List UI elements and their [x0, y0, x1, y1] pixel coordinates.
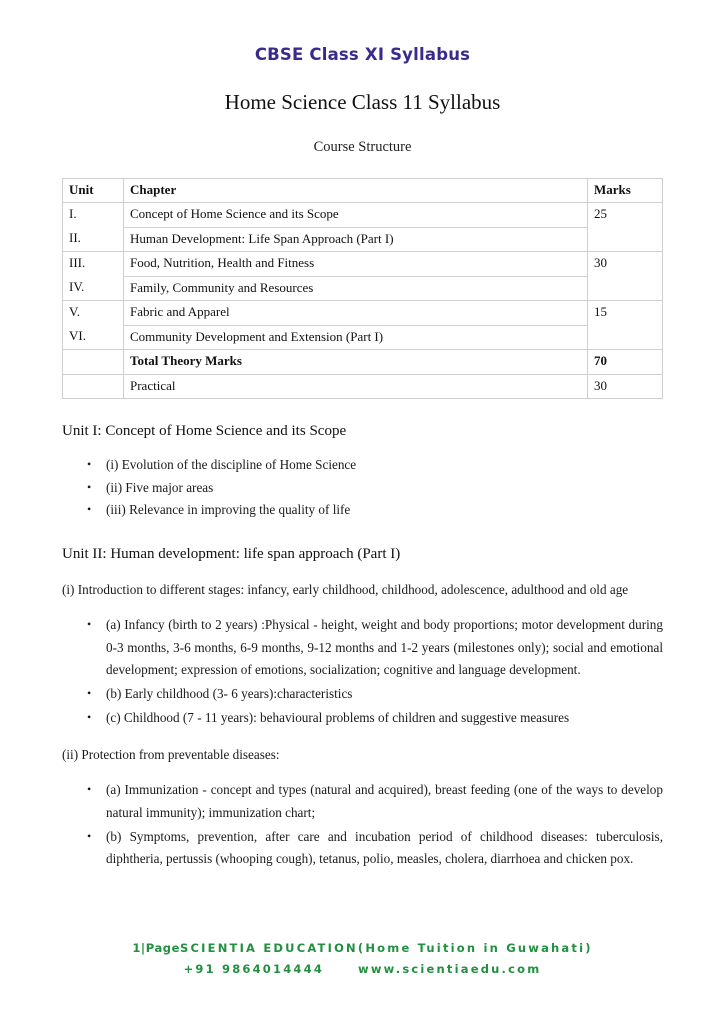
column-header-unit: Unit	[63, 179, 124, 203]
table-body	[63, 203, 663, 399]
footer-page-label: 1|Page	[132, 941, 181, 955]
table-row	[63, 227, 663, 251]
cell-chapter: Family, Community and Resources	[124, 276, 588, 300]
table-header	[63, 179, 663, 203]
list-item: • (a) Immunization - concept and types (natural and acquired), breast feeding (one of the ways to develop natural immunity); immunization chart;	[62, 779, 663, 824]
cell-unit	[63, 374, 124, 398]
cell-unit: II.	[63, 227, 124, 251]
document-heading: Home Science Class 11 Syllabus	[224, 90, 501, 114]
document-subheading: Course Structure	[313, 139, 412, 155]
footer-tagline: (Home Tuition in Guwahati)	[357, 941, 593, 955]
footer-org-name: SCIENTIA EDUCATION	[180, 941, 358, 955]
table-header-row	[63, 179, 663, 203]
unit-1-heading: Unit I: Concept of Home Science and its Scope	[62, 423, 347, 440]
cell-unit: III.	[63, 252, 124, 276]
unit-2-bullet-list-ii	[62, 767, 663, 871]
unit-2-heading: Unit II: Human development: life span approach (Part I)	[62, 546, 401, 563]
cell-marks: 30	[588, 252, 663, 301]
list-item: • (iii) Relevance in improving the quality of life	[62, 499, 663, 522]
footer-line-primary	[0, 941, 725, 955]
cell-unit: I.	[63, 203, 124, 227]
list-item: • (ii) Five major areas	[62, 477, 663, 500]
cell-unit	[63, 350, 124, 374]
table-row	[63, 301, 663, 325]
cell-marks: 30	[588, 374, 663, 398]
cell-chapter: Practical	[124, 374, 588, 398]
table-row	[63, 203, 663, 227]
course-structure-table-wrapper	[62, 178, 663, 399]
unit-2-paragraph-ii: (ii) Protection from preventable diseases:	[62, 747, 280, 763]
footer-phone: +91 9864014444	[183, 962, 325, 976]
table-row	[63, 350, 663, 374]
unit-2-paragraph-i: (i) Introduction to different stages: infancy, early childhood, childhood, adolescence, adulthood and old age	[62, 582, 629, 598]
table-row	[63, 276, 663, 300]
list-item: • (b) Symptoms, prevention, after care and incubation period of childhood diseases: tuberculosis, diphtheria, pertussis (whooping cough), tetanus, polio, measles, cholera, diarrhoea and chicken pox.	[62, 826, 663, 871]
table-row	[63, 252, 663, 276]
column-header-marks: Marks	[588, 179, 663, 203]
cell-marks: 70	[588, 350, 663, 374]
list-item: • (c) Childhood (7 - 11 years): behavioural problems of children and suggestive measures	[62, 707, 663, 730]
footer-line-secondary	[0, 955, 725, 976]
cell-unit: VI.	[63, 325, 124, 349]
column-header-chapter: Chapter	[124, 179, 588, 203]
list-item: • (a) Infancy (birth to 2 years) :Physical - height, weight and body proportions; motor development during 0-3 months, 3-6 months, 6-9 months, 9-12 months and 1-2 years (milestones only); social and emotional development; expression of emotions, socialization; cognitive and language development.	[62, 614, 663, 682]
cell-chapter: Human Development: Life Span Approach (Part I)	[124, 227, 588, 251]
cell-unit: IV.	[63, 276, 124, 300]
table-row	[63, 374, 663, 398]
cell-chapter: Total Theory Marks	[124, 350, 588, 374]
unit-1-bullet-list	[62, 442, 663, 522]
course-structure-table	[62, 178, 663, 399]
table-row	[63, 325, 663, 349]
cell-unit: V.	[63, 301, 124, 325]
cell-chapter: Food, Nutrition, Health and Fitness	[124, 252, 588, 276]
list-item: • (i) Evolution of the discipline of Home Science	[62, 454, 663, 477]
cell-chapter: Community Development and Extension (Part I)	[124, 325, 588, 349]
page-title: CBSE Class XI Syllabus	[254, 45, 471, 64]
cell-chapter: Concept of Home Science and its Scope	[124, 203, 588, 227]
page-footer	[0, 941, 725, 976]
list-item: • (b) Early childhood (3- 6 years):characteristics	[62, 683, 663, 706]
footer-website: www.scientiaedu.com	[358, 962, 542, 976]
cell-chapter: Fabric and Apparel	[124, 301, 588, 325]
cell-marks: 25	[588, 203, 663, 252]
cell-marks: 15	[588, 301, 663, 350]
unit-2-bullet-list-i	[62, 602, 663, 730]
